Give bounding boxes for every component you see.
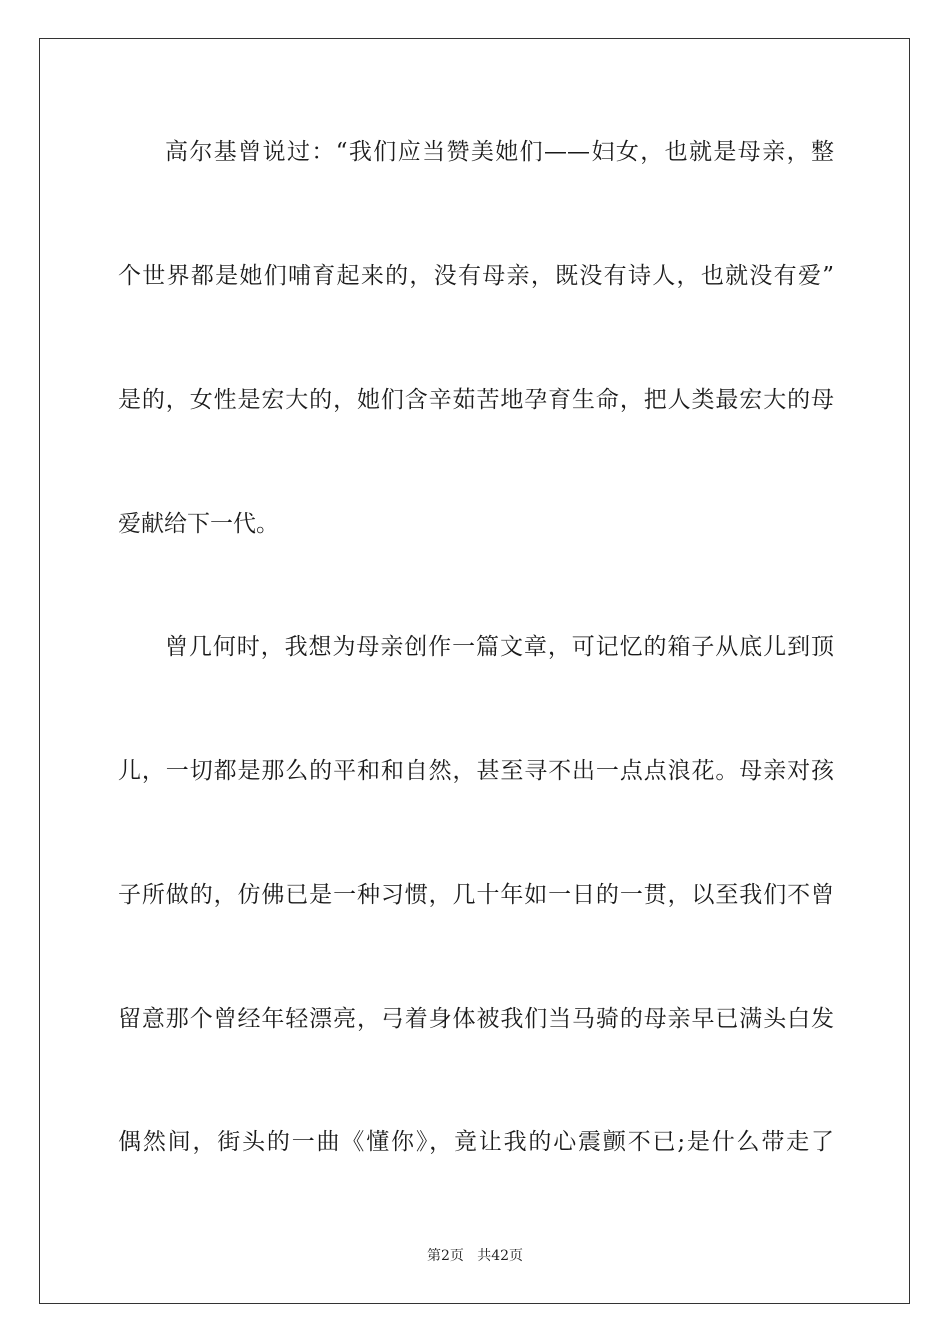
- paragraph-2-line-4: 留意那个曾经年轻漂亮，弓着身体被我们当马骑的母亲早已满头白发: [118, 1006, 834, 1032]
- paragraph-3-line-1: 偶然间，街头的一曲《懂你》，竟让我的心震颤不已;是什么带走了: [118, 1129, 834, 1155]
- paragraph-2-line-1: 曾几何时，我想为母亲创作一篇文章，可记忆的箱子从底儿到顶: [165, 634, 834, 660]
- paragraph-1-line-2: 个世界都是她们哺育起来的，没有母亲，既没有诗人，也就没有爱”: [118, 263, 834, 289]
- paragraph-1-line-3: 是的，女性是宏大的，她们含辛茹苦地孕育生命，把人类最宏大的母: [118, 387, 834, 413]
- paragraph-2-line-3: 子所做的，仿佛已是一种习惯，几十年如一日的一贯，以至我们不曾: [118, 882, 834, 908]
- page-border: [39, 38, 910, 1304]
- page-number-footer: 第2页 共42页: [426, 1248, 524, 1264]
- paragraph-2-line-2: 儿，一切都是那么的平和和自然，甚至寻不出一点点浪花。母亲对孩: [118, 758, 834, 784]
- paragraph-1-line-1: 高尔基曾说过：“我们应当赞美她们——妇女，也就是母亲，整: [165, 139, 834, 165]
- paragraph-1-line-4: 爱献给下一代。: [118, 511, 279, 537]
